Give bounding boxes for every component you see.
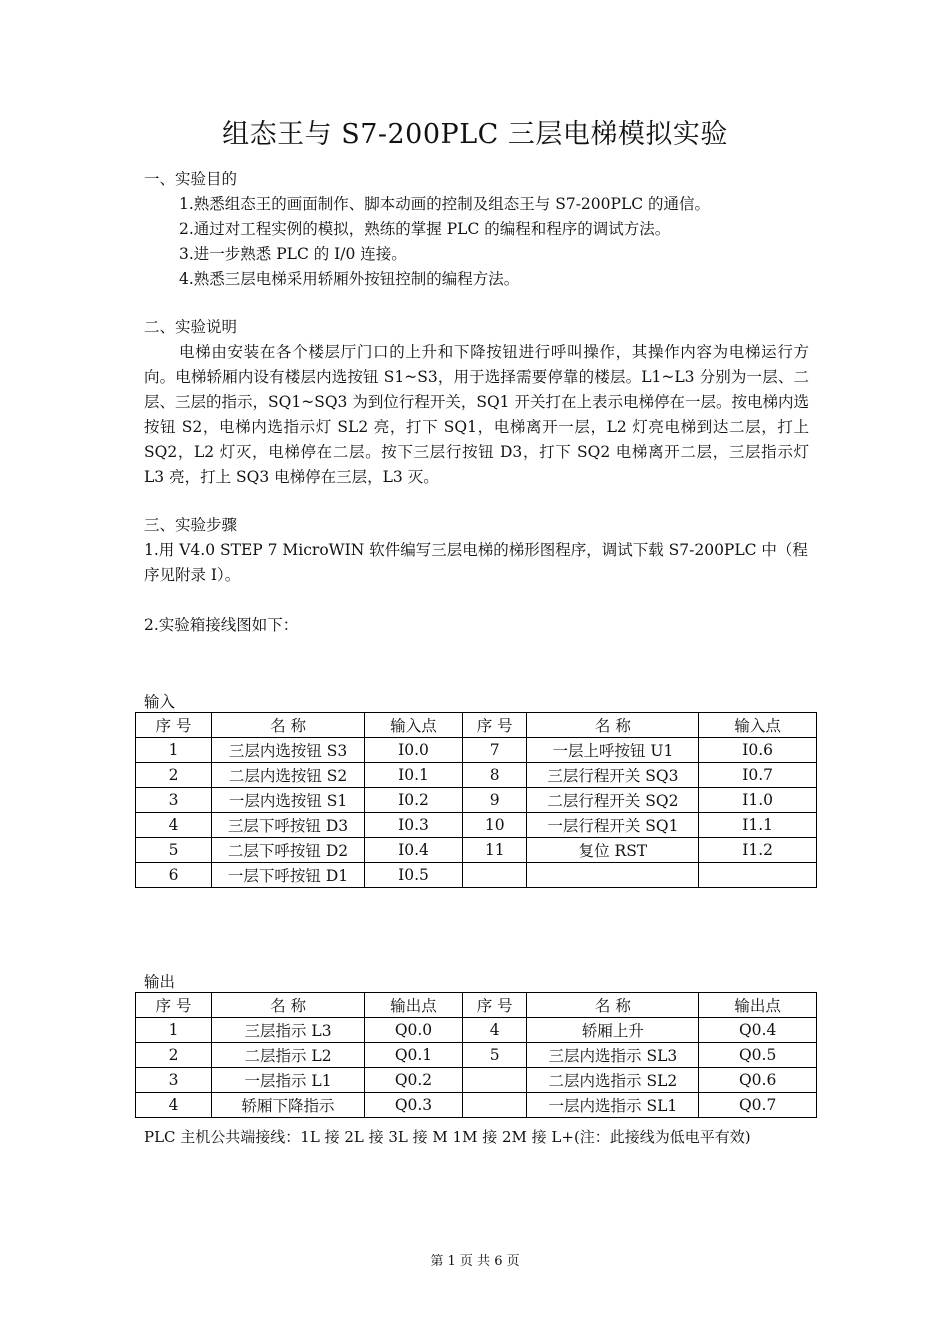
table-cell: [462, 1093, 527, 1118]
table-row: [136, 763, 817, 788]
table-cell: 三层内选指示 SL3: [527, 1043, 699, 1068]
table-cell: 2: [136, 763, 212, 788]
wiring-note: PLC 主机公共端接线：1L 接 2L 接 3L 接 M 1M 接 2M 接 L+(注：此接线为低电平有效): [144, 1128, 751, 1146]
table-header-row: [136, 993, 817, 1018]
table-cell: [462, 863, 527, 888]
table-row: [136, 1068, 817, 1093]
table-cell: 4: [136, 813, 212, 838]
column-header: 输入点: [699, 713, 817, 738]
section-heading: 一、实验目的: [144, 170, 238, 188]
table-cell: Q0.3: [365, 1093, 463, 1118]
table-cell: [527, 863, 699, 888]
table-cell: 4: [462, 1018, 527, 1043]
table-cell: I0.4: [365, 838, 463, 863]
step-2: 2.实验箱接线图如下：: [144, 616, 299, 634]
list-item: 1.熟悉组态王的画面制作、脚本动画的控制及组态王与 S7-200PLC 的通信。: [179, 195, 711, 213]
output-table: [135, 992, 817, 1118]
section-purpose: [144, 167, 809, 292]
column-header: 序 号: [462, 713, 527, 738]
table-row: [136, 1043, 817, 1068]
list-item: 3.进一步熟悉 PLC 的 I/0 连接。: [179, 245, 407, 263]
table-cell: 三层内选按钮 S3: [212, 738, 365, 763]
table-cell: 10: [462, 813, 527, 838]
table-cell: 二层内选指示 SL2: [527, 1068, 699, 1093]
table-cell: Q0.0: [365, 1018, 463, 1043]
table-cell: 一层内选指示 SL1: [527, 1093, 699, 1118]
description-paragraph: 电梯由安装在各个楼层厅门口的上升和下降按钮进行呼叫操作，其操作内容为电梯运行方向。电梯轿厢内设有楼层内选按钮 S1~S3，用于选择需要停靠的楼层。L1~L3 分别为一层、二层、三层的指示，SQ1~SQ3 为到位行程开关，SQ1 开关打在上表示电梯停在一层。按电梯内选按钮 S2，电梯内选指示灯 SL2 亮，打下 SQ1，电梯离开一层，L2 灯亮电梯到达二层，打上 SQ2，L2 灯灭，电梯停在二层。按下三层行按钮 D3，打下 SQ2 电梯离开二层，三层指示灯 L3 亮，打上 SQ3 电梯停在三层，L3 灭。: [144, 343, 809, 486]
page-footer: 第 1 页 共 6 页: [430, 1254, 520, 1269]
table-cell: 三层行程开关 SQ3: [527, 763, 699, 788]
table-cell: I0.0: [365, 738, 463, 763]
table-cell: 5: [462, 1043, 527, 1068]
table-row: [136, 1093, 817, 1118]
page-title: 组态王与 S7-200PLC 三层电梯模拟实验: [222, 119, 728, 150]
column-header: 名 称: [212, 713, 365, 738]
table-cell: 7: [462, 738, 527, 763]
table-cell: 5: [136, 838, 212, 863]
output-table-label: 输出: [144, 973, 176, 991]
table-cell: Q0.6: [699, 1068, 817, 1093]
table-cell: 8: [462, 763, 527, 788]
table-cell: Q0.5: [699, 1043, 817, 1068]
column-header: 序 号: [136, 713, 212, 738]
table-cell: 6: [136, 863, 212, 888]
column-header: 名 称: [212, 993, 365, 1018]
table-cell: 轿厢上升: [527, 1018, 699, 1043]
table-cell: 一层下呼按钮 D1: [212, 863, 365, 888]
table-cell: 2: [136, 1043, 212, 1068]
list-item: 2.通过对工程实例的模拟，熟练的掌握 PLC 的编程和程序的调试方法。: [179, 220, 671, 238]
table-cell: 三层下呼按钮 D3: [212, 813, 365, 838]
step-1: 1.用 V4.0 STEP 7 MicroWIN 软件编写三层电梯的梯形图程序，调试下载 S7-200PLC 中（程序见附录 I）。: [144, 541, 808, 584]
table-cell: [462, 1068, 527, 1093]
table-cell: I1.2: [699, 838, 817, 863]
column-header: 序 号: [136, 993, 212, 1018]
table-cell: I0.1: [365, 763, 463, 788]
table-cell: 3: [136, 1068, 212, 1093]
table-cell: Q0.2: [365, 1068, 463, 1093]
table-cell: 二层下呼按钮 D2: [212, 838, 365, 863]
section-heading: 二、实验说明: [144, 318, 238, 336]
column-header: 名 称: [527, 993, 699, 1018]
table-cell: 9: [462, 788, 527, 813]
table-cell: I0.5: [365, 863, 463, 888]
table-cell: 一层内选按钮 S1: [212, 788, 365, 813]
table-cell: 三层指示 L3: [212, 1018, 365, 1043]
table-row: [136, 1018, 817, 1043]
table-cell: I0.3: [365, 813, 463, 838]
table-cell: 一层上呼按钮 U1: [527, 738, 699, 763]
column-header: 输入点: [365, 713, 463, 738]
column-header: 输出点: [699, 993, 817, 1018]
table-cell: 复位 RST: [527, 838, 699, 863]
table-row: [136, 813, 817, 838]
table-cell: I0.2: [365, 788, 463, 813]
table-cell: [699, 863, 817, 888]
table-cell: I1.1: [699, 813, 817, 838]
table-cell: 二层指示 L2: [212, 1043, 365, 1068]
section-steps: [144, 513, 809, 638]
table-cell: 11: [462, 838, 527, 863]
table-cell: 一层指示 L1: [212, 1068, 365, 1093]
table-cell: 轿厢下降指示: [212, 1093, 365, 1118]
table-row: [136, 788, 817, 813]
table-cell: 1: [136, 738, 212, 763]
table-row: [136, 863, 817, 888]
list-item: 4.熟悉三层电梯采用轿厢外按钮控制的编程方法。: [179, 270, 520, 288]
section-heading: 三、实验步骤: [144, 516, 238, 534]
table-cell: 一层行程开关 SQ1: [527, 813, 699, 838]
column-header: 名 称: [527, 713, 699, 738]
table-cell: I0.7: [699, 763, 817, 788]
table-cell: 二层内选按钮 S2: [212, 763, 365, 788]
table-cell: I1.0: [699, 788, 817, 813]
table-header-row: [136, 713, 817, 738]
input-table: [135, 712, 817, 888]
table-cell: I0.6: [699, 738, 817, 763]
table-cell: 1: [136, 1018, 212, 1043]
column-header: 输出点: [365, 993, 463, 1018]
table-cell: 3: [136, 788, 212, 813]
table-cell: 4: [136, 1093, 212, 1118]
table-cell: Q0.1: [365, 1043, 463, 1068]
table-row: [136, 838, 817, 863]
input-table-label: 输入: [144, 693, 176, 711]
table-row: [136, 738, 817, 763]
table-cell: 二层行程开关 SQ2: [527, 788, 699, 813]
table-cell: Q0.7: [699, 1093, 817, 1118]
table-cell: Q0.4: [699, 1018, 817, 1043]
column-header: 序 号: [462, 993, 527, 1018]
section-description: [144, 315, 809, 490]
